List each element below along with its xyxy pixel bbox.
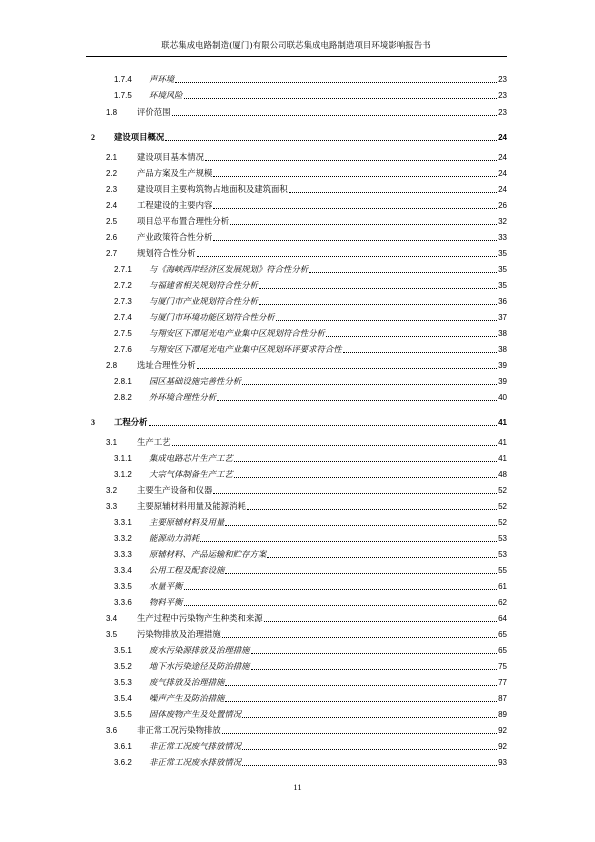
toc-page-number: 41 xyxy=(498,454,507,463)
toc-entry-number: 2.7.6 xyxy=(114,345,132,354)
toc-page-number: 92 xyxy=(498,742,507,751)
toc-entry-line xyxy=(137,231,507,244)
toc-entry-line xyxy=(149,644,507,657)
dot-leader xyxy=(165,140,497,141)
toc-page-number: 93 xyxy=(498,758,507,767)
toc-section-row[interactable] xyxy=(0,628,595,641)
toc-entry-title: 与《海峡西岸经济区发展规划》符合性分析 xyxy=(149,264,309,274)
toc-entry-title: 废水污染源排放及治理措施 xyxy=(149,645,250,655)
dot-leader xyxy=(200,541,497,542)
toc-entry-title: 主要原辅材料用量及能源消耗 xyxy=(137,501,246,511)
toc-entry-line xyxy=(137,500,507,513)
toc-entry-title: 大宗气体制备生产工艺 xyxy=(149,469,233,479)
toc-entry-title: 环境风险 xyxy=(149,90,183,100)
toc-entry-line xyxy=(149,279,507,292)
page-number: 11 xyxy=(293,782,302,792)
toc-page-number: 61 xyxy=(498,582,507,591)
toc-entry-number: 3.5.1 xyxy=(114,646,132,655)
dot-leader xyxy=(259,304,497,305)
running-header: 联芯集成电路制造(厦门)有限公司联芯集成电路制造项目环境影响报告书 xyxy=(161,40,431,50)
toc-page-number: 33 xyxy=(498,233,507,242)
toc-entry-title: 非正常工况废气排放情况 xyxy=(149,741,242,751)
toc-subsection-row[interactable] xyxy=(0,327,595,340)
toc-entry-number: 3.3 xyxy=(106,502,118,511)
toc-section-row[interactable] xyxy=(0,247,595,260)
toc-entry-number: 2.8.1 xyxy=(114,377,132,386)
toc-subsection-row[interactable] xyxy=(0,391,595,404)
toc-entry-number: 2.7.3 xyxy=(114,297,132,306)
toc-entry-number: 3.5.5 xyxy=(114,710,132,719)
toc-subsection-row[interactable] xyxy=(0,532,595,545)
toc-entry-line xyxy=(149,327,507,340)
toc-entry-number: 2.2 xyxy=(106,169,118,178)
toc-entry-title: 建设项目概况 xyxy=(114,132,165,142)
toc-entry-number: 3.3.4 xyxy=(114,566,132,575)
toc-section-row[interactable] xyxy=(0,612,595,625)
toc-page-number: 24 xyxy=(498,153,507,162)
toc-entry-number: 1.7.4 xyxy=(114,75,132,84)
toc-entry-line xyxy=(137,106,507,119)
dot-leader xyxy=(184,589,498,590)
toc-subsection-row[interactable] xyxy=(0,580,595,593)
toc-chapter-row[interactable] xyxy=(0,416,595,429)
toc-entry-line xyxy=(149,263,507,276)
toc-entry-title: 与厦门市产业规划符合性分析 xyxy=(149,296,258,306)
toc-section-row[interactable] xyxy=(0,106,595,119)
toc-page-number: 65 xyxy=(498,630,507,639)
toc-entry-line xyxy=(149,73,507,86)
toc-page-number: 53 xyxy=(498,534,507,543)
toc-page-number: 23 xyxy=(498,75,507,84)
toc-entry-number: 3 xyxy=(91,418,95,427)
toc-entry-line xyxy=(149,692,507,705)
toc-subsection-row[interactable] xyxy=(0,644,595,657)
toc-subsection-row[interactable] xyxy=(0,295,595,308)
toc-entry-number: 3.6.1 xyxy=(114,742,132,751)
toc-page-number: 39 xyxy=(498,361,507,370)
dot-leader xyxy=(225,573,497,574)
dot-leader xyxy=(225,685,497,686)
dot-leader xyxy=(234,477,497,478)
toc-section-row[interactable] xyxy=(0,151,595,164)
toc-subsection-row[interactable] xyxy=(0,660,595,673)
toc-entry-title: 建设项目主要构筑物占地面积及建筑面积 xyxy=(137,184,288,194)
toc-subsection-row[interactable] xyxy=(0,676,595,689)
dot-leader xyxy=(222,637,497,638)
toc-entry-number: 2.4 xyxy=(106,201,118,210)
toc-entry-title: 非正常工况废水排放情况 xyxy=(149,757,242,767)
toc-entry-title: 与福建省相关规划符合性分析 xyxy=(149,280,258,290)
toc-entry-title: 公用工程及配套设施 xyxy=(149,565,225,575)
toc-entry-number: 3.3.5 xyxy=(114,582,132,591)
dot-leader xyxy=(242,717,497,718)
toc-section-row[interactable] xyxy=(0,167,595,180)
toc-entry-number: 3.5.2 xyxy=(114,662,132,671)
toc-entry-line xyxy=(149,740,507,753)
header-rule xyxy=(86,56,507,57)
toc-entry-title: 主要生产设备和仪器 xyxy=(137,485,213,495)
toc-entry-line xyxy=(114,416,507,429)
toc-entry-number: 2.1 xyxy=(106,153,118,162)
toc-entry-line xyxy=(137,359,507,372)
toc-entry-line xyxy=(149,532,507,545)
toc-section-row[interactable] xyxy=(0,359,595,372)
toc-entry-line xyxy=(149,89,507,102)
toc-entry-title: 能源动力消耗 xyxy=(149,533,200,543)
toc-entry-line xyxy=(137,724,507,737)
toc-entry-number: 3.4 xyxy=(106,614,118,623)
toc-subsection-row[interactable] xyxy=(0,343,595,356)
toc-entry-line xyxy=(137,628,507,641)
toc-entry-line xyxy=(137,183,507,196)
toc-section-row[interactable] xyxy=(0,231,595,244)
toc-page-number: 23 xyxy=(498,108,507,117)
toc-page-number: 38 xyxy=(498,329,507,338)
toc-entry-line xyxy=(149,516,507,529)
dot-leader xyxy=(205,160,497,161)
toc-entry-number: 3.3.6 xyxy=(114,598,132,607)
toc-entry-line xyxy=(149,660,507,673)
toc-entry-number: 3.1.2 xyxy=(114,470,132,479)
toc-entry-number: 2.7.4 xyxy=(114,313,132,322)
toc-entry-title: 噪声产生及防治措施 xyxy=(149,693,225,703)
toc-entry-line xyxy=(137,167,507,180)
toc-subsection-row[interactable] xyxy=(0,311,595,324)
toc-entry-title: 地下水污染途径及防治措施 xyxy=(149,661,250,671)
toc-entry-line xyxy=(149,468,507,481)
dot-leader xyxy=(213,176,497,177)
toc-entry-title: 固体废物产生及处置情况 xyxy=(149,709,242,719)
toc-page-number: 40 xyxy=(498,393,507,402)
toc-page-number: 62 xyxy=(498,598,507,607)
toc-entry-title: 物料平衡 xyxy=(149,597,183,607)
toc-subsection-row[interactable] xyxy=(0,468,595,481)
toc-entry-line xyxy=(137,199,507,212)
toc-entry-number: 3.1.1 xyxy=(114,454,132,463)
toc-entry-number: 3.6.2 xyxy=(114,758,132,767)
toc-entry-number: 3.2 xyxy=(106,486,118,495)
toc-subsection-row[interactable] xyxy=(0,516,595,529)
toc-entry-number: 3.5.4 xyxy=(114,694,132,703)
toc-entry-title: 产品方案及生产规模 xyxy=(137,168,213,178)
toc-entry-number: 3.5 xyxy=(106,630,118,639)
toc-page-number: 52 xyxy=(498,518,507,527)
toc-subsection-row[interactable] xyxy=(0,596,595,609)
toc-entry-line xyxy=(149,391,507,404)
toc-entry-line xyxy=(149,548,507,561)
dot-leader xyxy=(217,400,497,401)
dot-leader xyxy=(259,288,497,289)
toc-page-number: 39 xyxy=(498,377,507,386)
toc-entry-title: 废气排放及治理措施 xyxy=(149,677,225,687)
dot-leader xyxy=(213,208,497,209)
toc-entry-line xyxy=(149,580,507,593)
toc-entry-title: 污染物排放及治理措施 xyxy=(137,629,221,639)
toc-subsection-row[interactable] xyxy=(0,279,595,292)
toc-entry-line xyxy=(114,131,507,144)
toc-subsection-row[interactable] xyxy=(0,708,595,721)
toc-entry-line xyxy=(137,436,507,449)
dot-leader xyxy=(149,425,498,426)
toc-subsection-row[interactable] xyxy=(0,756,595,769)
toc-subsection-row[interactable] xyxy=(0,692,595,705)
toc-page-number: 52 xyxy=(498,502,507,511)
toc-entry-line xyxy=(137,215,507,228)
toc-entry-title: 生产工艺 xyxy=(137,437,171,447)
toc-entry-line xyxy=(149,564,507,577)
toc-subsection-row[interactable] xyxy=(0,564,595,577)
dot-leader xyxy=(326,336,497,337)
toc-entry-title: 主要原辅材料及用量 xyxy=(149,517,225,527)
toc-page-number: 35 xyxy=(498,281,507,290)
dot-leader xyxy=(225,525,497,526)
toc-entry-line xyxy=(149,343,507,356)
toc-entry-title: 规划符合性分析 xyxy=(137,248,196,258)
toc-page-number: 24 xyxy=(498,169,507,178)
toc-entry-number: 2.7 xyxy=(106,249,118,258)
dot-leader xyxy=(242,384,497,385)
toc-entry-title: 选址合理性分析 xyxy=(137,360,196,370)
toc-entry-title: 外环境合理性分析 xyxy=(149,392,216,402)
toc-entry-title: 与翔安区下潭尾光电产业集中区规划环评要求符合性 xyxy=(149,344,342,354)
toc-entry-title: 与厦门市环境功能区划符合性分析 xyxy=(149,312,275,322)
toc-entry-number: 3.3.1 xyxy=(114,518,132,527)
toc-page-number: 37 xyxy=(498,313,507,322)
toc-section-row[interactable] xyxy=(0,484,595,497)
toc-entry-title: 声环境 xyxy=(149,74,175,84)
toc-subsection-row[interactable] xyxy=(0,89,595,102)
toc-entry-title: 园区基础设施完善性分析 xyxy=(149,376,242,386)
toc-entry-line xyxy=(149,756,507,769)
toc-page-number: 55 xyxy=(498,566,507,575)
toc-subsection-row[interactable] xyxy=(0,375,595,388)
toc-entry-line xyxy=(149,676,507,689)
dot-leader xyxy=(309,272,497,273)
toc-entry-title: 集成电路芯片生产工艺 xyxy=(149,453,233,463)
toc-entry-number: 3.3.2 xyxy=(114,534,132,543)
toc-entry-title: 建设项目基本情况 xyxy=(137,152,204,162)
dot-leader xyxy=(184,98,498,99)
toc-entry-title: 水量平衡 xyxy=(149,581,183,591)
toc-entry-line xyxy=(149,452,507,465)
toc-section-row[interactable] xyxy=(0,199,595,212)
toc-page-number: 64 xyxy=(498,614,507,623)
toc-page-number: 41 xyxy=(498,418,507,427)
toc-page-number: 26 xyxy=(498,201,507,210)
toc-page-number: 23 xyxy=(498,91,507,100)
toc-subsection-row[interactable] xyxy=(0,548,595,561)
dot-leader xyxy=(234,461,497,462)
dot-leader xyxy=(289,192,497,193)
toc-chapter-row[interactable] xyxy=(0,131,595,144)
toc-entry-number: 2.8.2 xyxy=(114,393,132,402)
toc-section-row[interactable] xyxy=(0,183,595,196)
toc-entry-title: 非正常工况污染物排放 xyxy=(137,725,221,735)
toc-section-row[interactable] xyxy=(0,436,595,449)
dot-leader xyxy=(175,82,497,83)
toc-entry-number: 3.6 xyxy=(106,726,118,735)
toc-page-number: 77 xyxy=(498,678,507,687)
dot-leader xyxy=(172,115,498,116)
dot-leader xyxy=(213,493,497,494)
toc-page-number: 75 xyxy=(498,662,507,671)
toc-entry-title: 原辅材料、产品运输和贮存方案 xyxy=(149,549,267,559)
toc-page-number: 35 xyxy=(498,249,507,258)
toc-page-number: 24 xyxy=(498,133,507,142)
dot-leader xyxy=(184,605,498,606)
toc-entry-number: 3.3.3 xyxy=(114,550,132,559)
toc-entry-number: 3.5.3 xyxy=(114,678,132,687)
toc-entry-title: 工程分析 xyxy=(114,417,148,427)
toc-page-number: 87 xyxy=(498,694,507,703)
toc-entry-number: 2.7.5 xyxy=(114,329,132,338)
toc-section-row[interactable] xyxy=(0,215,595,228)
toc-entry-number: 2.6 xyxy=(106,233,118,242)
toc-subsection-row[interactable] xyxy=(0,263,595,276)
toc-entry-line xyxy=(149,375,507,388)
toc-section-row[interactable] xyxy=(0,724,595,737)
dot-leader xyxy=(242,765,497,766)
toc-page-number: 53 xyxy=(498,550,507,559)
dot-leader xyxy=(251,669,498,670)
toc-entry-line xyxy=(137,151,507,164)
toc-page-number: 32 xyxy=(498,217,507,226)
dot-leader xyxy=(247,509,497,510)
dot-leader xyxy=(267,557,497,558)
toc-page-number: 52 xyxy=(498,486,507,495)
toc-entry-title: 项目总平布置合理性分析 xyxy=(137,216,230,226)
toc-entry-line xyxy=(149,596,507,609)
toc-entry-title: 生产过程中污染物产生种类和来源 xyxy=(137,613,263,623)
toc-entry-number: 2.5 xyxy=(106,217,118,226)
toc-entry-title: 工程建设的主要内容 xyxy=(137,200,213,210)
toc-page-number: 89 xyxy=(498,710,507,719)
toc-entry-number: 1.7.5 xyxy=(114,91,132,100)
toc-page-number: 38 xyxy=(498,345,507,354)
dot-leader xyxy=(172,445,498,446)
toc-entry-number: 2.7.1 xyxy=(114,265,132,274)
dot-leader xyxy=(242,749,497,750)
toc-entry-number: 1.8 xyxy=(106,108,118,117)
toc-entry-line xyxy=(149,311,507,324)
dot-leader xyxy=(197,256,497,257)
toc-entry-number: 2 xyxy=(91,133,95,142)
toc-page-number: 24 xyxy=(498,185,507,194)
dot-leader xyxy=(251,653,498,654)
toc-subsection-row[interactable] xyxy=(0,740,595,753)
toc-entry-number: 2.3 xyxy=(106,185,118,194)
toc-page-number: 65 xyxy=(498,646,507,655)
dot-leader xyxy=(197,368,497,369)
dot-leader xyxy=(276,320,497,321)
dot-leader xyxy=(222,733,497,734)
toc-entry-line xyxy=(137,247,507,260)
dot-leader xyxy=(343,352,497,353)
toc-subsection-row[interactable] xyxy=(0,73,595,86)
toc-entry-title: 与翔安区下潭尾光电产业集中区规划符合性分析 xyxy=(149,328,325,338)
toc-entry-number: 3.1 xyxy=(106,438,118,447)
toc-page-number: 41 xyxy=(498,438,507,447)
toc-subsection-row[interactable] xyxy=(0,452,595,465)
dot-leader xyxy=(264,621,497,622)
toc-entry-number: 2.8 xyxy=(106,361,118,370)
dot-leader xyxy=(225,701,497,702)
toc-page-number: 48 xyxy=(498,470,507,479)
toc-entry-number: 2.7.2 xyxy=(114,281,132,290)
toc-page-number: 35 xyxy=(498,265,507,274)
toc-entry-line xyxy=(149,295,507,308)
toc-entry-title: 评价范围 xyxy=(137,107,171,117)
toc-section-row[interactable] xyxy=(0,500,595,513)
dot-leader xyxy=(230,224,497,225)
toc-page-number: 36 xyxy=(498,297,507,306)
toc-entry-line xyxy=(137,484,507,497)
toc-entry-title: 产业政策符合性分析 xyxy=(137,232,213,242)
toc-entry-line xyxy=(137,612,507,625)
dot-leader xyxy=(213,240,497,241)
toc-entry-line xyxy=(149,708,507,721)
toc-page-number: 92 xyxy=(498,726,507,735)
